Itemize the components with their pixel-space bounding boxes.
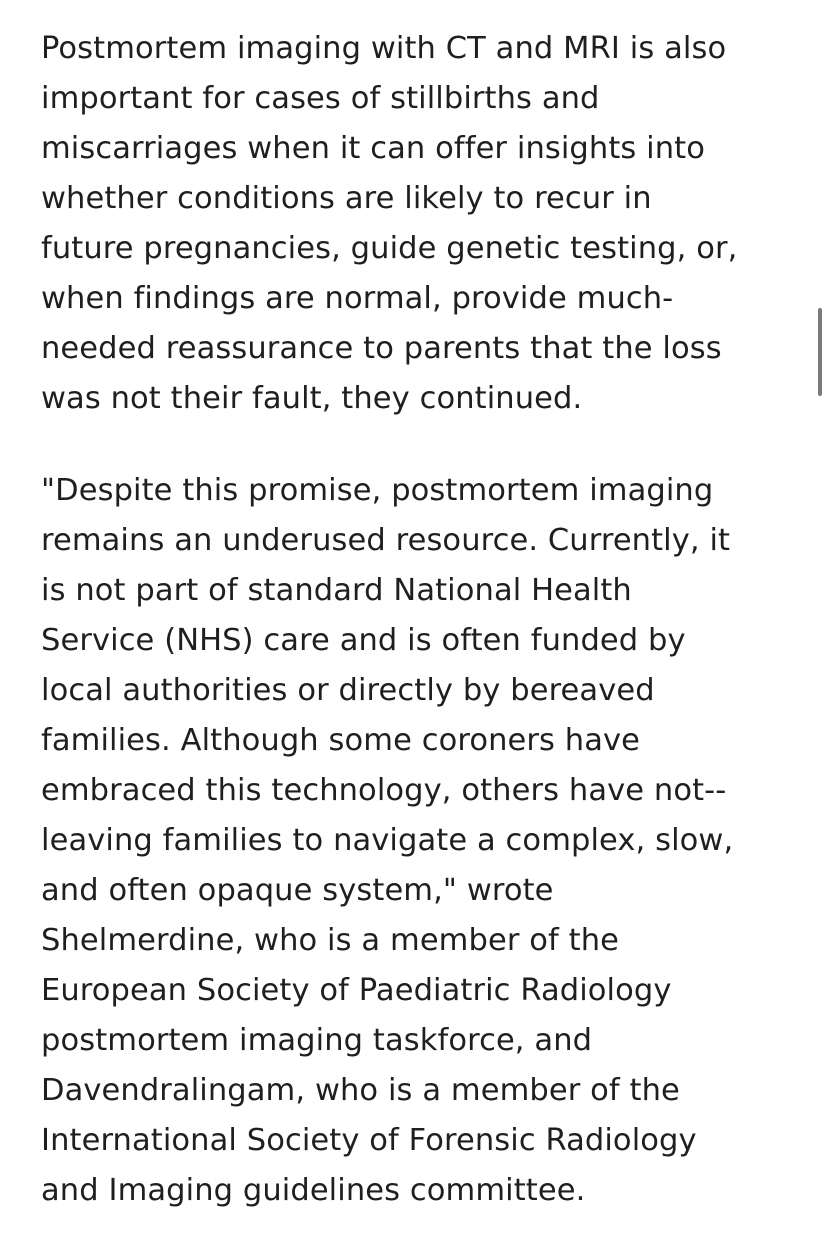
text-line: and Imaging guidelines committee.	[41, 1173, 586, 1208]
text-line: was not their fault, they continued.	[41, 381, 583, 416]
text-line: Service (NHS) care and is often funded by	[41, 623, 686, 658]
paragraph-2	[41, 466, 801, 1216]
text-line: when findings are normal, provide much-	[41, 281, 674, 316]
text-line: leaving families to navigate a complex, slow,	[41, 823, 734, 858]
text-line: future pregnancies, guide genetic testing, or,	[41, 231, 738, 266]
text-line: embraced this technology, others have not--	[41, 773, 727, 808]
paragraph-spacer	[41, 424, 801, 466]
text-line: and often opaque system," wrote	[41, 873, 554, 908]
text-line: Postmortem imaging with CT and MRI is also	[41, 31, 727, 66]
text-line: postmortem imaging taskforce, and	[41, 1023, 593, 1058]
text-line: European Society of Paediatric Radiology	[41, 973, 672, 1008]
text-line: needed reassurance to parents that the loss	[41, 331, 722, 366]
text-line: miscarriages when it can offer insights into	[41, 131, 705, 166]
article-body	[41, 24, 801, 1216]
text-line: local authorities or directly by bereaved	[41, 673, 655, 708]
text-line: is not part of standard National Health	[41, 573, 632, 608]
text-line: Davendralingam, who is a member of the	[41, 1073, 680, 1108]
scrollbar-thumb[interactable]	[818, 308, 822, 396]
text-line: International Society of Forensic Radiology	[41, 1123, 697, 1158]
text-line: Shelmerdine, who is a member of the	[41, 923, 619, 958]
text-line: important for cases of stillbirths and	[41, 81, 600, 116]
text-line: remains an underused resource. Currently, it	[41, 523, 731, 558]
text-line: "Despite this promise, postmortem imaging	[41, 473, 714, 508]
text-line: whether conditions are likely to recur in	[41, 181, 652, 216]
paragraph-1	[41, 24, 801, 424]
text-line: families. Although some coroners have	[41, 723, 641, 758]
